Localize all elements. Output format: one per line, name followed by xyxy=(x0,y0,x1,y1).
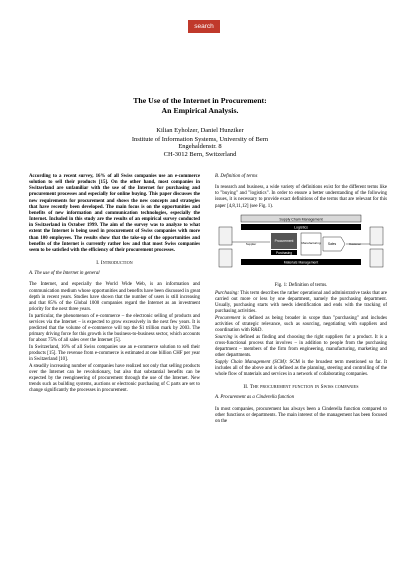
definition-text: is defined as finding and choosing the right suppliers for a product. It is a cross-functional process that involves – in addition to people from the purchasing department – members of the firm from engineering, manufacturing, marketing and other departments. xyxy=(215,334,387,359)
subsection-heading-1a: A. The use of the Internet in general xyxy=(29,271,100,277)
search-button[interactable]: search xyxy=(188,20,220,33)
term: Supply Chain Management (SCM): xyxy=(215,359,288,365)
definition-scm xyxy=(215,360,387,378)
intro-paragraph: A steadily increasing number of companies have realized not only that selling products over the Internet can be revolutionary, but also that substantial benefits can be expected by the reengineering of procurement through the use of the Internet. New trends such as building systems, auctions or electronic purchasing of C parts are set to change significantly the processes in procurement. xyxy=(29,363,200,394)
section-heading-1 xyxy=(29,260,200,266)
section-number: II. xyxy=(243,384,249,391)
author-block xyxy=(0,127,400,158)
logistics-label: Logistics xyxy=(294,225,308,230)
purchasing-label: Purchasing xyxy=(276,250,292,255)
sales-label: Sales xyxy=(327,241,337,246)
materials-mgmt-label: Materials Management xyxy=(283,260,319,265)
section-number: I. xyxy=(96,260,100,267)
customer-box-bottom xyxy=(370,249,383,267)
scm-label: Supply Chain Management xyxy=(279,217,323,222)
intro-paragraph: In Switzerland, 16% of all Swiss companies use an e-commerce solution to sell their products [15]. The revenue from e-commerce is estimated at one billion CHF per year in Switzerland [10]. xyxy=(29,344,200,362)
intro-paragraph: The Internet, and especially the World Wide Web, is an information and communication medium whose opportunities and benefits have been discussed in great depth in recent years. Studies have shown that the number of users is still increasing and that 85% of the Global 1000 companies regard the Internet as an investment priority for the next three years. xyxy=(29,282,200,312)
customer-box-top xyxy=(370,227,383,245)
term: Purchasing: xyxy=(215,290,239,296)
intro-paragraph: In particular, the phenomenon of e-commerce – the electronic selling of products and services via the Internet – is expected to grow excessively in the next few years. It is predicted that the volume of e-commerce will top the $1 trillion mark by 2003. The primary driving force for this growth is the business-to-business sector, which accounts for about 75% of all sales over the Internet [5]. xyxy=(29,313,200,344)
section-heading-2 xyxy=(215,384,387,390)
left-column xyxy=(29,174,200,395)
title-line-1: The Use of the Internet in Procurement: xyxy=(133,96,267,105)
authors: Kilian Eyholzer, Daniel Hunziker xyxy=(156,127,244,134)
supplier-box-top xyxy=(219,227,232,245)
supplier-box-bottom xyxy=(219,249,232,267)
subsection-heading-2a: A. Procurement as a Cinderella function xyxy=(215,395,295,401)
term: Sourcing xyxy=(215,334,233,340)
figure-caption: Fig. 1: Definition of terms. xyxy=(274,282,328,288)
right-column xyxy=(215,174,387,425)
definition-text: is defined as being broader in scope than "purchasing" and includes activities of strategic relevance, such as sourcing, negotiating with suppliers and coordination with R&D. xyxy=(215,315,387,334)
definition-text: This term describes the rather operational and administrative tasks that are carried out more or less by one department, namely the purchasing department. Usually, purchasing starts with needs identification and ends with the tracking of purchasing activities. xyxy=(215,290,387,315)
definition-purchasing xyxy=(215,291,387,316)
city: CH-3012 Bern, Switzerland xyxy=(163,150,237,158)
definition-procurement xyxy=(215,316,387,334)
subsection-heading-1b: B. Definition of terms xyxy=(215,174,258,179)
affiliation: Institute of Information Systems, University of Bern xyxy=(131,135,269,143)
section-title: The procurement function in Swiss companies xyxy=(249,384,359,391)
term: Procurement xyxy=(215,315,241,321)
figure-1 xyxy=(215,213,387,281)
supplier-label: Supplier xyxy=(245,241,257,246)
title-line-2: An Empirical Analysis. xyxy=(161,106,239,115)
manufacturing-label: Manufacturing xyxy=(301,240,321,245)
abstract: According to a recent survey, 16% of all Swiss companies use an e-commerce solution to sell their products [15]. On the other hand, most companies in Switzerland are unfamiliar with the use of the Internet for purchasing and procurement processes and especially for online buying. This paper discusses the new requirements for procurement and shows the new concepts and strategies that have recently been developed. The main focus is on the opportunities and benefits of new information and communication technologies, especially the Internet. Included in this study are the results of an empirical survey conducted in Switzerland in October 1999. The aim of the survey was to analyze to what extent the Internet is being used in procurement of Swiss companies with more than 100 employees. The results show that the take-up of the opportunities and benefits of the Internet is currently rather low and that most Swiss companies seem to be satisfied with the efficiency of their procurement processes. xyxy=(29,174,200,253)
street: Engehaldenstr. 8 xyxy=(178,143,222,151)
customer-label: Customer xyxy=(348,241,362,246)
procurement-label: Procurement xyxy=(274,238,294,243)
definition-sourcing xyxy=(215,335,387,360)
section-title: Introduction xyxy=(100,260,133,267)
terms-diagram xyxy=(215,213,387,281)
section2-paragraph: In most companies, procurement has always been a Cinderella function compared to other functions or departments. The main interest of the management has been focused on the xyxy=(215,406,387,424)
definition-text: SCM is the broadest term mentioned so far. It includes all of the above and is defined as the planning, steering and controlling of the whole flow of materials and services in a network of collaborating companies. xyxy=(215,359,387,378)
paper-title xyxy=(0,96,400,116)
definitions-intro: In research and business, a wide variety of definitions exist for the different terms like to "buying" and "logistics". In order to ensure a better understanding of the following issues, it is necessary to provide exact definitions of the terms that are relevant for this paper [4,8,11,12] (see Fig. 1). xyxy=(215,185,387,209)
